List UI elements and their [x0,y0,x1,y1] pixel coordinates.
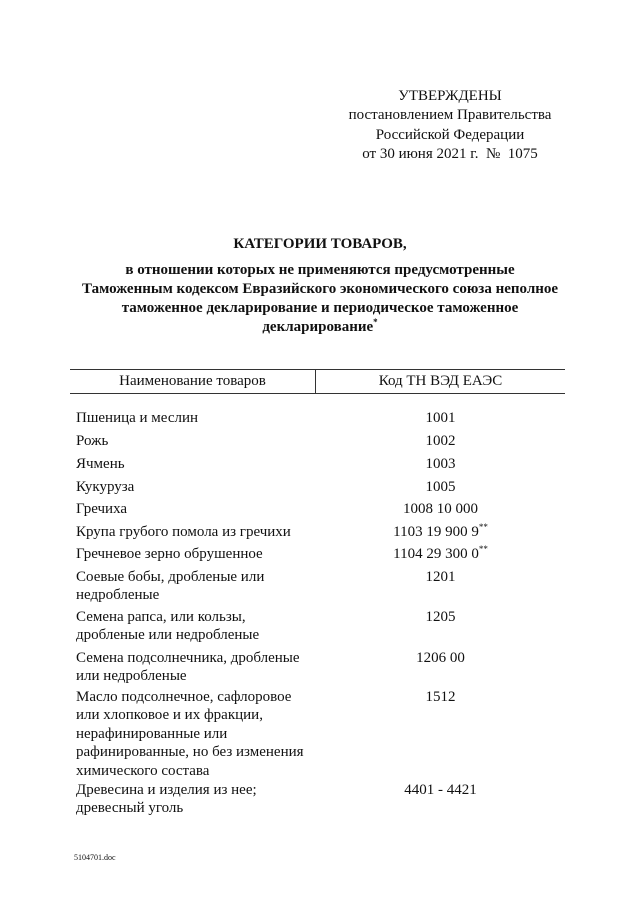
goods-name: Рожь [76,433,109,449]
goods-name: Семена подсолнечника, дробленые или недробленые [76,650,300,685]
table-row [70,432,565,450]
table-row [70,409,565,427]
code-value: 1008 10 000 [403,501,478,517]
table-row [70,781,565,818]
tn-ved-code [316,455,565,473]
table-row [70,688,565,780]
approval-heading: УТВЕРЖДЕНЫ [398,88,502,104]
tn-ved-code [316,478,565,496]
code-value: 4401 - 4421 [404,782,477,798]
tn-ved-code [316,608,565,645]
code-value: 1005 [425,479,456,495]
tn-ved-code [316,500,565,518]
goods-name: Крупа грубого помола из гречихи [76,524,291,540]
tn-ved-code [316,649,565,686]
approval-date-number: от 30 июня 2021 г. № 1075 [362,146,538,163]
code-value: 1206 00 [416,650,465,666]
goods-name: Гречиха [76,501,128,517]
table-row [70,478,565,496]
table-row [70,523,565,541]
goods-name: Древесина и изделия из нее; древесный уголь [76,782,257,817]
tn-ved-code [316,432,565,450]
code-value: 1512 [425,689,456,705]
document-subtitle [0,261,640,337]
tn-ved-code [316,688,565,780]
tn-ved-code [316,523,565,541]
code-value: 1104 29 300 0 [393,546,479,562]
table-row [70,455,565,473]
file-name: 5104701.doc [74,853,116,862]
table-row [70,608,565,645]
code-value: 1001 [425,410,456,426]
goods-name: Гречневое зерно обрушенное [76,546,263,562]
code-value: 1002 [425,433,456,449]
code-value: 1103 19 900 9 [393,524,479,540]
goods-name: Масло подсолнечное, сафлоровое или хлопковое и их фракции, нерафинированные или рафинированные, но без изменения химического состава [76,689,304,779]
goods-name: Ячмень [76,456,125,472]
goods-name: Пшеница и меслин [76,410,199,426]
goods-table [70,369,565,829]
column-header-code: Код ТН ВЭД ЕАЭС [378,373,503,389]
tn-ved-code [316,781,565,818]
goods-name: Соевые бобы, дробленые или недробленые [76,569,265,604]
footnote-mark: ** [478,522,488,532]
document-title: КАТЕГОРИИ ТОВАРОВ, [233,236,407,252]
approval-block [330,87,570,165]
document-subtitle-text: в отношении которых не применяются предусмотренные Таможенным кодексом Евразийского экономического союза неполное таможенное декларирование и периодическое таможенное декларирование [81,262,559,335]
tn-ved-code [316,568,565,605]
goods-name: Кукуруза [76,479,135,495]
table-row [70,545,565,563]
table-row [70,500,565,518]
footnote-mark: ** [478,544,488,554]
code-value: 1201 [425,569,456,585]
approval-line: Российской Федерации [375,126,525,143]
table-header [70,369,565,394]
footnote-mark: * [373,317,378,327]
column-header-name: Наименование товаров [70,370,316,393]
code-value: 1003 [425,456,456,472]
goods-name: Семена рапса, или кользы, дробленые или недробленые [76,609,260,644]
table-row [70,568,565,605]
code-value: 1205 [425,609,456,625]
tn-ved-code [316,545,565,563]
tn-ved-code [316,409,565,427]
approval-line: постановлением Правительства [348,107,552,124]
table-row [70,649,565,686]
